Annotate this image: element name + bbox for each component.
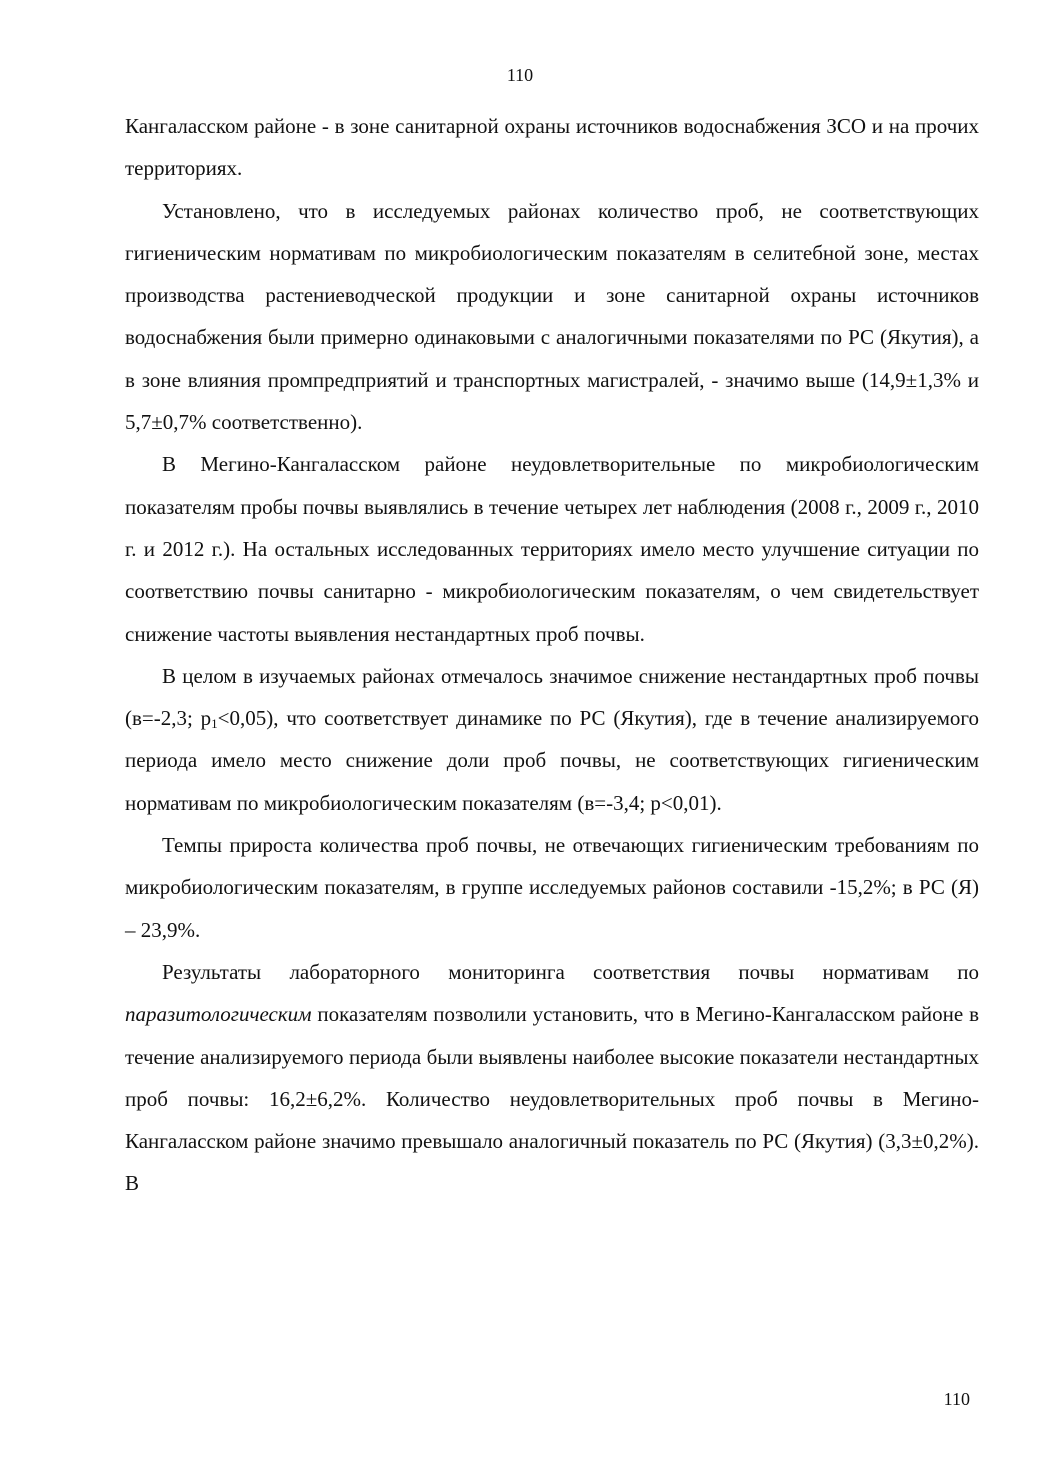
page-number-top: 110 bbox=[506, 65, 534, 85]
body-text bbox=[125, 105, 979, 1205]
paragraph-parasitology-part1: Результаты лабораторного мониторинга соответствия почвы нормативам по bbox=[162, 959, 979, 984]
paragraph-overall-dynamics-part2: <0,05), что соответствует динамике по РС (Якутия), где в течение анализируемого периода имело место снижение доли проб почвы, не соответствующих гигиеническим нормативам по микробиологическим показателям (в=-3,4; p<0,01). bbox=[125, 706, 979, 815]
page-number-bottom: 110 bbox=[943, 1389, 970, 1409]
italic-term: паразитологическим bbox=[125, 1002, 312, 1027]
paragraph-overall-dynamics bbox=[125, 655, 979, 824]
subscript-index: 1 bbox=[211, 716, 218, 732]
paragraph-microbiology-zones: Установлено, что в исследуемых районах количество проб, не соответствующих гигиеническим нормативам по микробиологическим показателям в селитебной зоне, местах производства растениеводческой продукции и зоне санитарной охраны источников водоснабжения были примерно одинаковыми с аналогичными показателями по РС (Якутия), а в зоне влияния промпредприятий и транспортных магистралей, - значимо выше (14,9±1,3% и 5,7±0,7% соответственно). bbox=[125, 198, 979, 435]
paragraph-megino-kangalassky: В Мегино-Кангаласском районе неудовлетворительные по микробиологическим показателям пробы почвы выявлялись в течение четырех лет наблюдения (2008 г., 2009 г., 2010 г. и 2012 г.). На остальных исследованных территориях имело место улучшение ситуации по соответствию почвы санитарно - микробиологическим показателям, о чем свидетельствует снижение частоты выявления нестандартных проб почвы. bbox=[125, 452, 979, 646]
paragraph-growth-rates: Темпы прироста количества проб почвы, не отвечающих гигиеническим требованиям по микробиологическим показателям, в группе исследуемых районов составили -15,2%; в РС (Я) – 23,9%. bbox=[125, 833, 979, 942]
paragraph-parasitology bbox=[125, 951, 979, 1205]
paragraph-overall-dynamics-part1: В целом в изучаемых районах отмечалось значимое снижение нестандартных проб почвы (в=-2,3; p bbox=[125, 663, 979, 731]
paragraph-parasitology-part2: показателям позволили установить, что в Мегино-Кангаласском районе в течение анализируемого периода были выявлены наиболее высокие показатели нестандартных проб почвы: 16,2±6,2%. Количество неудовлетворительных проб почвы в Мегино-Кангаласском районе значимо превышало аналогичный показатель по РС (Якутия) (3,3±0,2%). В bbox=[125, 1002, 979, 1196]
paragraph-continuation: Кангаласском районе - в зоне санитарной охраны источников водоснабжения ЗСО и на прочих территориях. bbox=[125, 114, 979, 181]
